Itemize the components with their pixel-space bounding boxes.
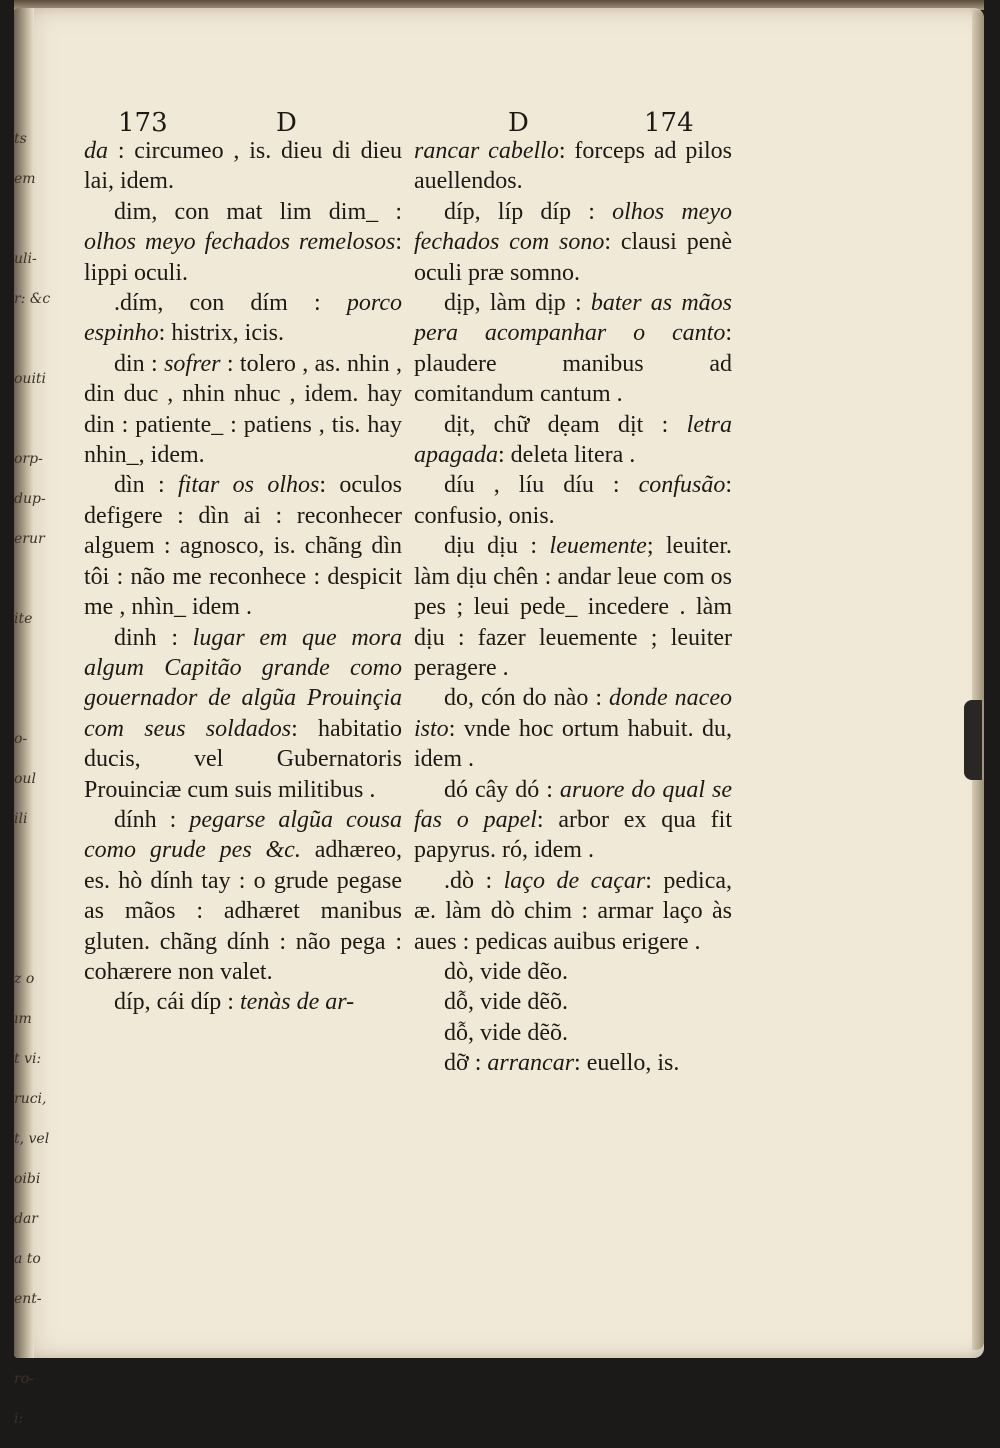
margin-fragment: ım	[14, 1011, 32, 1027]
margin-fragment: a to	[14, 1251, 41, 1267]
margin-fragment: ent-	[14, 1291, 42, 1307]
entry-headword: dò, vide dẽo.	[444, 958, 568, 985]
facing-page-margin	[14, 128, 51, 1427]
entry-latin-gloss: : clausi penè oculi præ somno.	[414, 229, 732, 286]
entry-headword: dìn :	[114, 472, 178, 499]
margin-fragment: ite	[14, 611, 33, 627]
dictionary-entry	[414, 683, 732, 774]
entry-latin-gloss: : tolero , as. nhin , din duc , nhin nhuc , idem. hay din : patiente_ : patiens , tis. hay nhin_, idem.	[84, 350, 402, 469]
entry-latin-gloss: : confusio, onis.	[414, 472, 732, 529]
margin-fragment: ro-	[14, 1371, 34, 1387]
dictionary-entry	[414, 987, 732, 1017]
entry-portuguese-gloss: lugar em que mora algum Capitão grande como gouernador de algũa Prouinçia com seus soldados	[84, 624, 402, 742]
entry-latin-gloss: : plaudere manibus ad comitandum cantum .	[414, 320, 732, 408]
entry-headword: .dò :	[444, 867, 504, 894]
margin-fragment: i:	[14, 1411, 24, 1427]
dictionary-entry	[414, 775, 732, 866]
margin-fragment: uli-	[14, 251, 37, 267]
margin-fragment: z o	[14, 971, 35, 987]
entry-portuguese-gloss: sofrer	[164, 350, 221, 377]
margin-fragment: t, vel	[14, 1131, 50, 1147]
entry-headword: din :	[114, 350, 165, 377]
margin-fragment: dar	[14, 1211, 39, 1227]
dictionary-entry	[84, 288, 402, 349]
dictionary-entry	[414, 531, 732, 683]
margin-fragment: orp-	[14, 451, 43, 467]
margin-fragment	[14, 648, 36, 688]
entry-portuguese-gloss: leuemente	[549, 533, 647, 560]
margin-fragment	[14, 208, 36, 248]
entry-latin-gloss: adhæreo, es. hò dính tay : o grude pegase as mãos : adhæret manibus gluten. chãng dính : não pega : cohærere non valet.	[84, 837, 402, 985]
margin-fragment: ili	[14, 811, 28, 827]
margin-fragment	[14, 688, 36, 728]
entry-headword: dinh :	[114, 624, 193, 651]
margin-fragment	[14, 568, 36, 608]
dictionary-entry	[84, 987, 402, 1017]
margin-fragment: oibi	[14, 1171, 41, 1187]
margin-fragment: erur	[14, 531, 45, 547]
right-column	[414, 136, 732, 1079]
margin-fragment: t vi:	[14, 1051, 42, 1067]
entry-portuguese-gloss: bater as mãos pera acompanhar o canto	[414, 290, 733, 347]
entry-headword: díp, líp díp :	[444, 198, 613, 225]
entry-portuguese-gloss: pegarse algũa cousa como grude pes &c.	[84, 806, 402, 864]
entry-latin-gloss: : pedica, æ. làm dò chim : armar laço às aues : pedicas auibus erigere .	[414, 867, 733, 955]
section-letter-right: D	[508, 108, 529, 138]
entry-portuguese-gloss: porco espinho	[84, 290, 402, 347]
dictionary-entry	[414, 866, 732, 957]
entry-headword: dịu dịu :	[444, 533, 550, 560]
margin-fragment	[14, 328, 36, 368]
entry-headword: díu , líu díu :	[444, 472, 639, 499]
entry-portuguese-gloss: confusão	[638, 472, 726, 499]
dictionary-entry	[84, 136, 402, 197]
entry-headword: dim, con mat lim dim_ :	[114, 198, 402, 225]
page-fore-edge	[972, 10, 984, 1350]
dictionary-entry	[414, 288, 732, 410]
dictionary-entry	[414, 197, 732, 288]
entry-portuguese-gloss: donde naceo isto	[414, 685, 732, 742]
entry-latin-gloss: : deleta litera .	[498, 442, 636, 469]
dictionary-entry	[414, 470, 732, 531]
margin-fragment: em	[14, 171, 36, 187]
entry-headword: da	[84, 138, 108, 164]
entry-latin-gloss: : habitatio ducis, vel Gubernatoris Prouinciæ cum suis militibus .	[84, 715, 402, 803]
margin-fragment: o-	[14, 731, 28, 747]
entry-headword: dó cây dó :	[444, 776, 560, 803]
section-letter-left: D	[276, 108, 297, 138]
entry-latin-gloss: : forceps ad pilos auellendos.	[414, 138, 732, 195]
entry-headword: dỗ, vide dẽõ.	[444, 989, 568, 1016]
page-number-right: 174	[644, 108, 694, 138]
clip-tab	[964, 700, 982, 780]
left-column	[84, 136, 402, 1018]
dictionary-entry	[84, 197, 402, 288]
margin-fragment	[14, 928, 36, 968]
margin-fragment	[14, 1328, 36, 1368]
margin-fragment: oul	[14, 771, 36, 787]
margin-fragment: ouiti	[14, 371, 47, 387]
margin-fragment: ruci,	[14, 1091, 47, 1107]
entry-latin-gloss: : histrix, icis.	[158, 320, 285, 347]
margin-fragment: dup-	[14, 491, 46, 507]
entry-latin-gloss: : euello, is.	[574, 1050, 680, 1077]
margin-fragment: ts	[14, 131, 27, 147]
entry-latin-gloss: ; leuiter. làm dịu chên : andar leue com os pes ; leui pede_ incedere . làm dịu : fazer leuemente ; leuiter peragere .	[414, 533, 732, 681]
entry-latin-gloss: : oculos defigere : dìn ai : reconhecer alguem : agnosco, is. chãng dìn tôi : não me reconhece : despicit me , nhìn_ idem .	[84, 472, 402, 621]
dictionary-entry	[414, 957, 732, 987]
entry-headword: dịt, chữ dẹam dịt :	[444, 411, 687, 438]
dictionary-entry	[84, 805, 402, 987]
margin-fragment: r: &c	[14, 291, 51, 307]
margin-fragment	[14, 408, 36, 448]
entry-portuguese-gloss: tenàs de ar-	[239, 989, 355, 1016]
entry-headword: dính :	[114, 806, 190, 833]
page-number-left: 173	[118, 108, 168, 138]
entry-portuguese-gloss: aruore do qual se fas o papel	[414, 776, 732, 833]
dictionary-entry	[84, 349, 402, 471]
entry-portuguese-gloss: fitar os olhos	[178, 472, 320, 499]
entry-headword: dỡ :	[444, 1050, 488, 1077]
margin-fragment	[14, 888, 36, 928]
dictionary-entry	[414, 136, 732, 197]
entry-headword: do, cón do nào :	[444, 685, 610, 712]
entry-headword: dịp, làm dịp :	[444, 290, 591, 317]
dictionary-entry	[84, 623, 402, 805]
entry-portuguese-gloss: letra apagada	[414, 411, 732, 469]
dictionary-entry	[84, 470, 402, 622]
margin-fragment	[14, 848, 36, 888]
entry-latin-gloss: : vnde hoc ortum habuit. du, idem .	[414, 715, 732, 773]
entry-portuguese-gloss: arrancar	[487, 1050, 575, 1077]
entry-latin-gloss: : arbor ex qua fit papyrus. ró, idem .	[414, 806, 732, 864]
dictionary-entry	[414, 410, 732, 471]
entry-portuguese-gloss: olhos meyo fechados remelosos	[84, 229, 396, 256]
entry-latin-gloss: : lippi oculi.	[84, 229, 402, 286]
entry-portuguese-gloss: laço de caçar	[503, 867, 646, 894]
dictionary-entry	[414, 1048, 732, 1078]
entry-headword: .dím, con dím :	[114, 290, 347, 317]
entry-latin-gloss: : circumeo , is. dieu di dieu lai, idem.	[84, 138, 402, 195]
entry-headword: díp, cái díp :	[114, 989, 240, 1016]
entry-portuguese-gloss: olhos meyo fechados com sono	[414, 198, 732, 256]
entry-headword: dỗ, vide dẽõ.	[444, 1019, 568, 1046]
book-page	[14, 8, 984, 1427]
dictionary-entry	[414, 1018, 732, 1048]
entry-portuguese-gloss: rancar cabello	[414, 138, 559, 164]
